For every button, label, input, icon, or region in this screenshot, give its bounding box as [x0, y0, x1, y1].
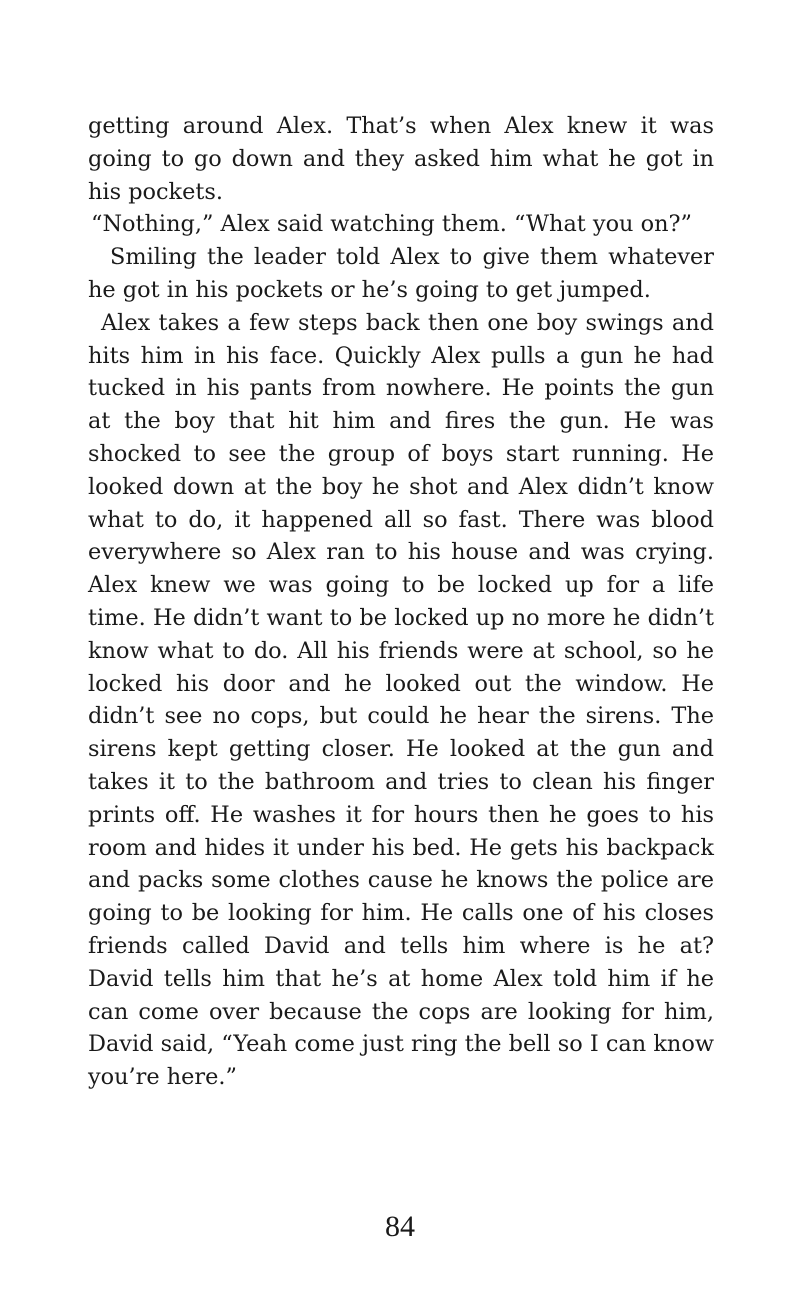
paragraph-2: “Nothing,” Alex said watching them. “What you on?”	[91, 211, 692, 238]
paragraph-3: Smiling the leader told Alex to give them whatever he got in his pockets or he’s going to get jumped.	[88, 244, 714, 303]
page-number: 84	[385, 1210, 415, 1243]
body-text	[88, 110, 714, 1094]
paragraph-4: Alex takes a few steps back then one boy swings and hits him in his face. Quickly Alex pulls a gun he had tucked in his pants from nowhere. He points the gun at the boy that hit him and fires the gun. He was shocked to see the group of boys start running. He looked down at the boy he shot and Alex didn’t know what to do, it happened all so fast. There was blood everywhere so Alex ran to his house and was crying. Alex knew we was going to be locked up for a life time. He didn’t want to be locked up no more he didn’t know what to do. All his friends were at school, so he locked his door and he looked out the window. He didn’t see no cops, but could he hear the sirens. The sirens kept getting closer. He looked at the gun and takes it to the bathroom and tries to clean his finger prints off. He washes it for hours then he goes to his room and hides it under his bed. He gets his backpack and packs some clothes cause he knows the police are going to be looking for him. He calls one of his closes friends called David and tells him where is he at? David tells him that he’s at home Alex told him if he can come over because the cops are looking for him, David said, “Yeah come just ring the bell so I can know you’re here.”	[88, 309, 714, 1091]
paragraph-1: getting around Alex. That’s when Alex knew it was going to go down and they asked him what he got in his pockets.	[88, 113, 714, 205]
